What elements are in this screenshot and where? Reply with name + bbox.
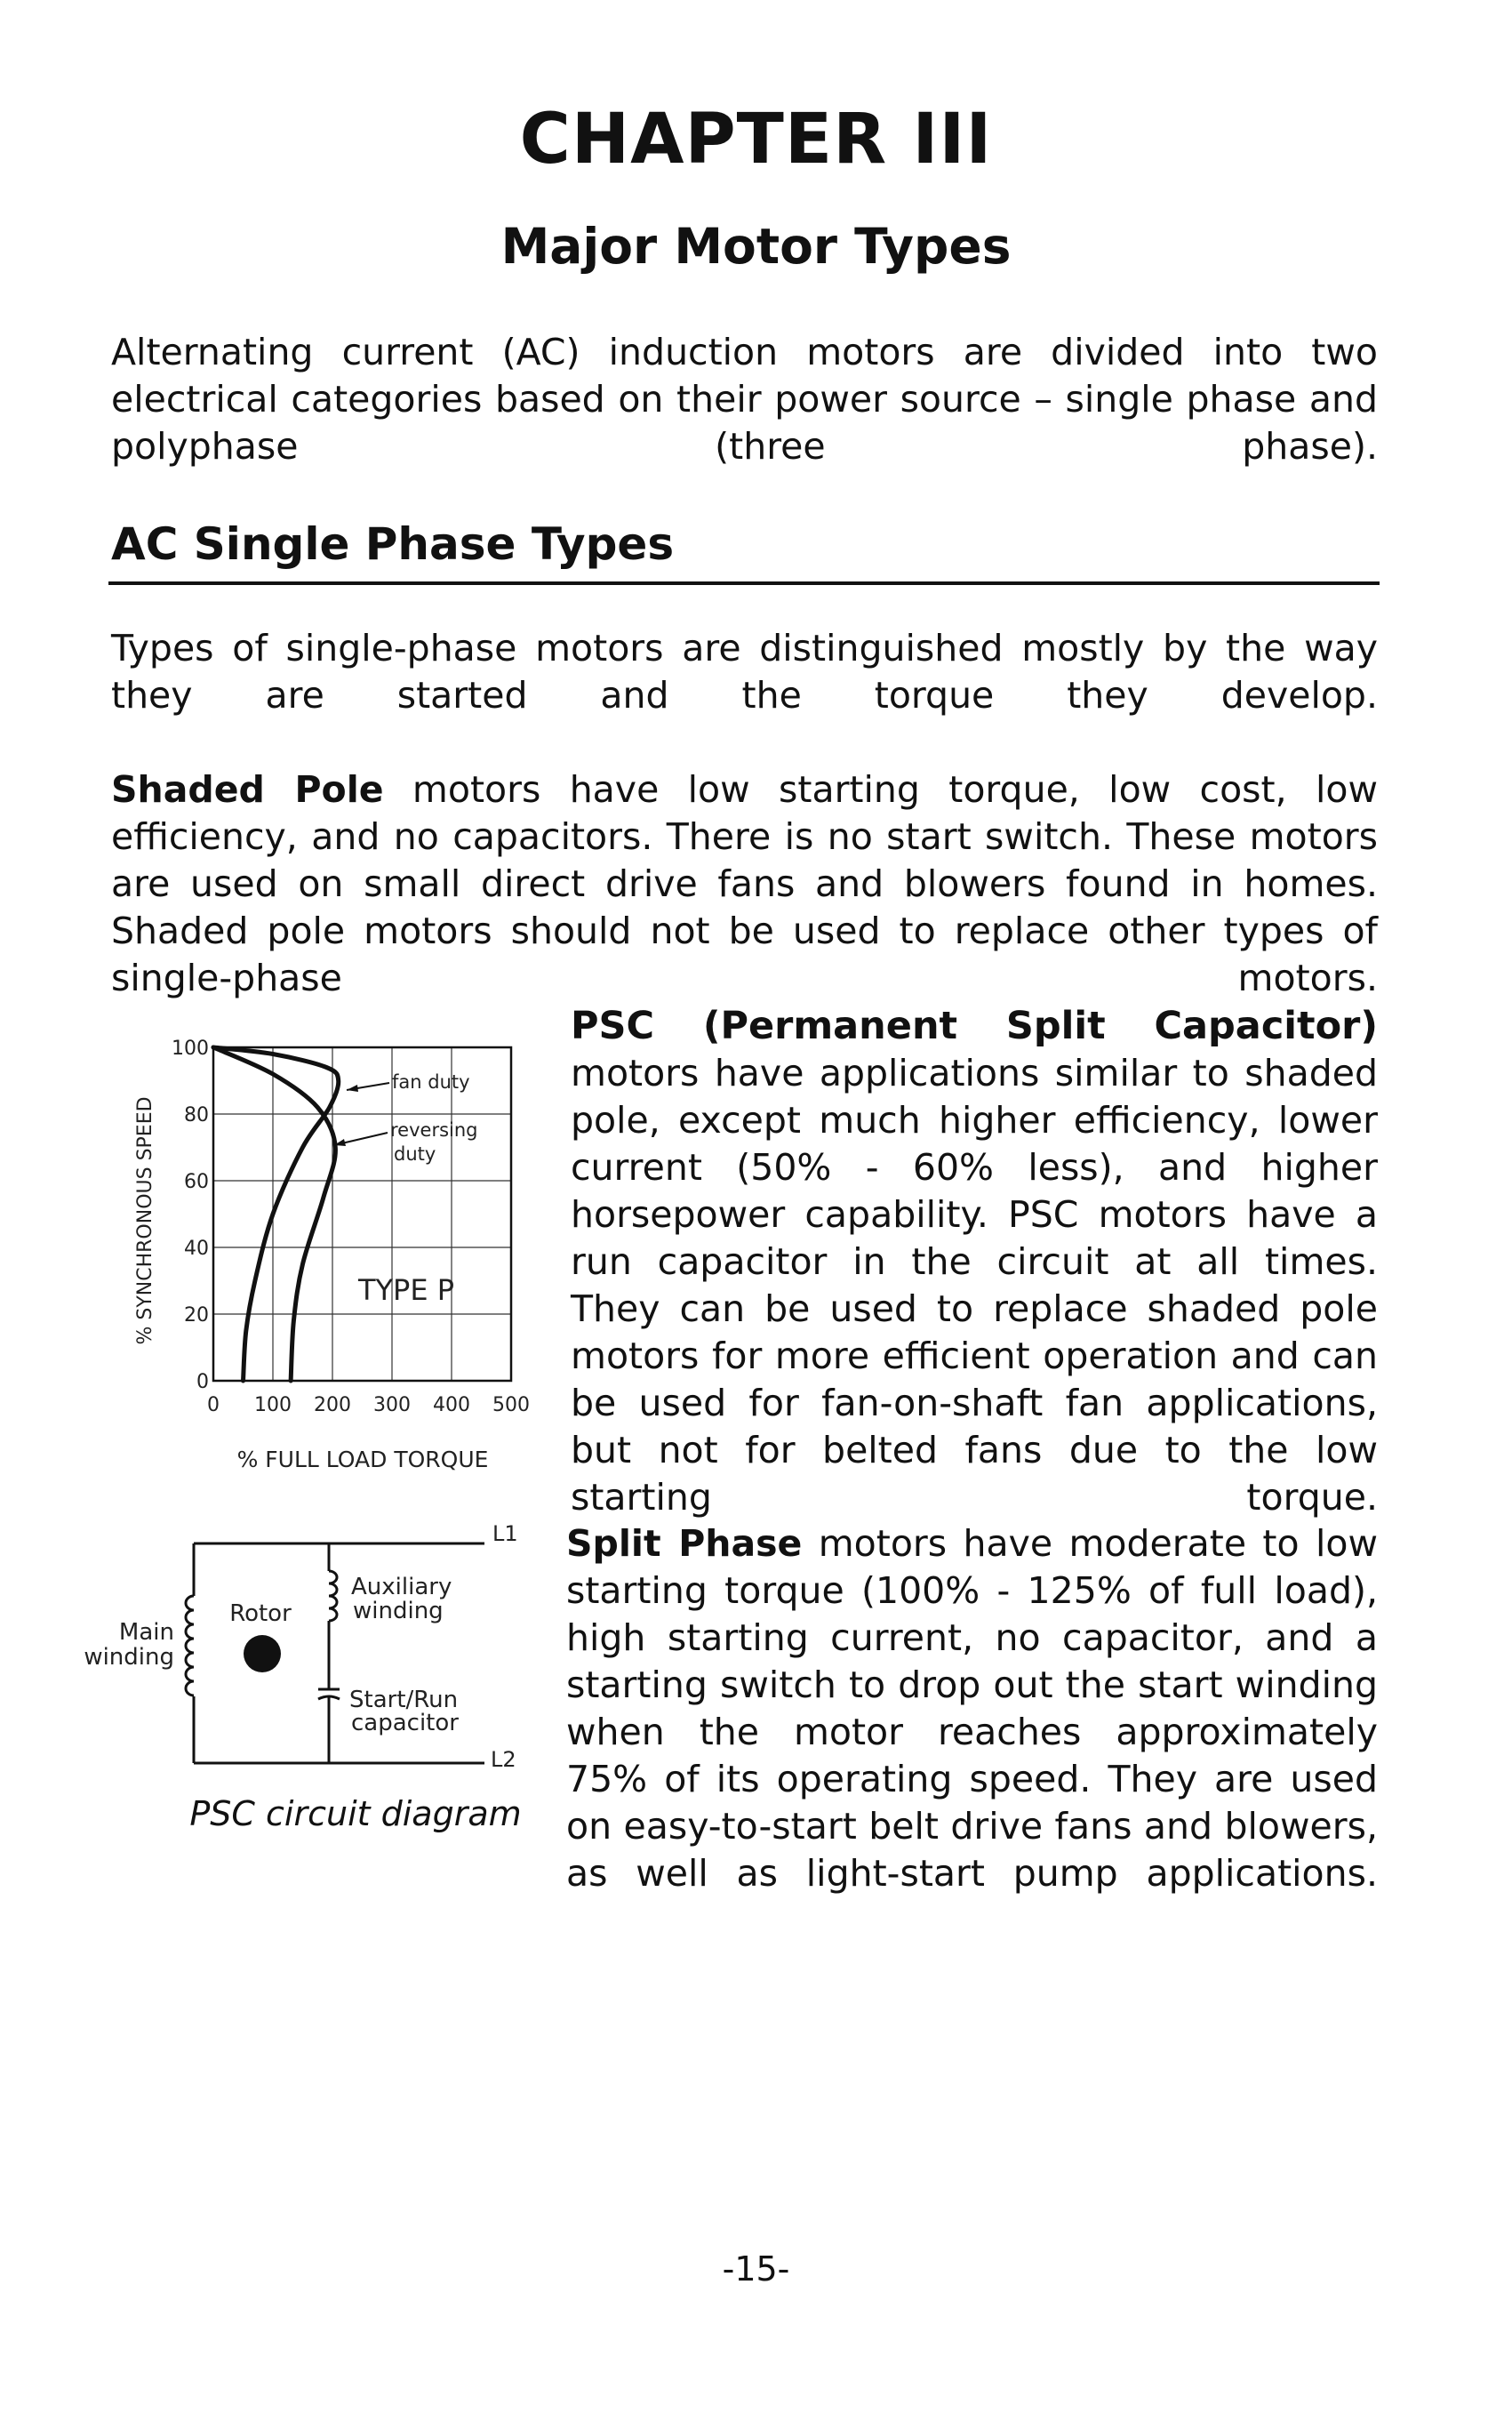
reversing-annotation: reversing — [390, 1119, 478, 1141]
x-tick-500: 500 — [492, 1394, 530, 1416]
plot-frame — [213, 1047, 511, 1381]
section-heading: AC Single Phase Types — [111, 518, 675, 570]
split-phase-paragraph — [566, 1520, 1378, 1944]
types-paragraph: Types of single-phase motors are distinguished mostly by the way they are started and the torque they develop. — [111, 627, 1378, 717]
rotor-symbol — [244, 1635, 281, 1672]
aux-winding-label-2: winding — [353, 1598, 444, 1624]
l2-label: L2 — [491, 1747, 516, 1772]
shaded-pole-lead: Shaded Pole — [111, 768, 384, 811]
rotor-label: Rotor — [229, 1600, 292, 1627]
capacitor-label-1: Start/Run — [349, 1687, 459, 1713]
shaded-pole-text: motors have low starting torque, low cost, low efficiency, and no capacitors. There is no start switch. These motors are used on small direct drive fans and blowers found in homes. Shaded pole motors should not be used to replace other types of single-phase motors. — [111, 768, 1379, 999]
y-tick-labels — [172, 1038, 209, 1393]
chapter-title: Major Motor Types — [500, 218, 1012, 275]
x-tick-200: 200 — [314, 1394, 351, 1416]
psc-text: motors have applications similar to shaded pole, except much higher efficiency, lower current (50% - 60% less), and higher horsepower capability. PSC motors have a run capacitor in the circuit at all times. They can be used to replace shaded pole motors for more efficient operation and can be used for fan-on-shaft fan applications, but not for belted fans due to the low starting torque. — [571, 1052, 1378, 1519]
main-winding-label-2: winding — [84, 1644, 174, 1671]
y-tick-60: 60 — [184, 1171, 209, 1193]
circuit-caption: PSC circuit diagram — [189, 1794, 522, 1833]
split-phase-text: motors have moderate to low starting torque (100% - 125% of full load), high starting current, no capacitor, and a starting switch to drop out the start winding when the motor reaches approximately 75% of its operating speed. They are used on easy-to-start belt drive fans and blowers, as well as light-start pump applications. — [566, 1522, 1378, 1895]
y-tick-40: 40 — [184, 1238, 209, 1260]
chart-title: TYPE P — [357, 1273, 455, 1307]
l1-label: L1 — [492, 1521, 518, 1546]
y-tick-80: 80 — [184, 1104, 209, 1126]
main-winding-coil — [186, 1596, 194, 1696]
page-number: -15- — [722, 2249, 790, 2289]
x-tick-400: 400 — [433, 1394, 470, 1416]
aux-winding-label-1: Auxiliary — [351, 1574, 452, 1600]
duty-annotation: duty — [394, 1143, 436, 1165]
x-tick-0: 0 — [207, 1394, 220, 1416]
y-tick-20: 20 — [184, 1304, 209, 1327]
intro-paragraph: Alternating current (AC) induction motors are divided into two electrical categories based on their power source – single phase and polyphase (three phase). — [111, 331, 1378, 468]
y-tick-100: 100 — [172, 1038, 209, 1060]
y-axis-label: % SYNCHRONOUS SPEED — [134, 1096, 156, 1345]
y-tick-0: 0 — [196, 1371, 209, 1393]
capacitor-label-2: capacitor — [351, 1710, 459, 1736]
chart-series — [213, 1047, 339, 1381]
section-divider — [108, 581, 1380, 585]
psc-paragraph — [571, 1003, 1378, 1568]
main-winding-label-1: Main — [118, 1619, 174, 1646]
x-tick-labels — [207, 1394, 530, 1416]
fan-duty-arrowhead — [347, 1085, 358, 1092]
fan-duty-annotation: fan duty — [392, 1071, 470, 1093]
aux-winding-coil — [329, 1571, 337, 1621]
speed-torque-chart — [116, 1031, 542, 1494]
chapter-heading: CHAPTER III — [519, 100, 993, 180]
psc-lead: PSC (Permanent Split Capacitor) — [571, 1004, 1378, 1048]
chart-grid — [213, 1047, 511, 1381]
split-phase-lead: Split Phase — [566, 1522, 803, 1565]
psc-circuit-diagram — [71, 1511, 533, 1778]
x-axis-label: % FULL LOAD TORQUE — [236, 1447, 489, 1472]
x-tick-100: 100 — [254, 1394, 292, 1416]
x-tick-300: 300 — [373, 1394, 411, 1416]
